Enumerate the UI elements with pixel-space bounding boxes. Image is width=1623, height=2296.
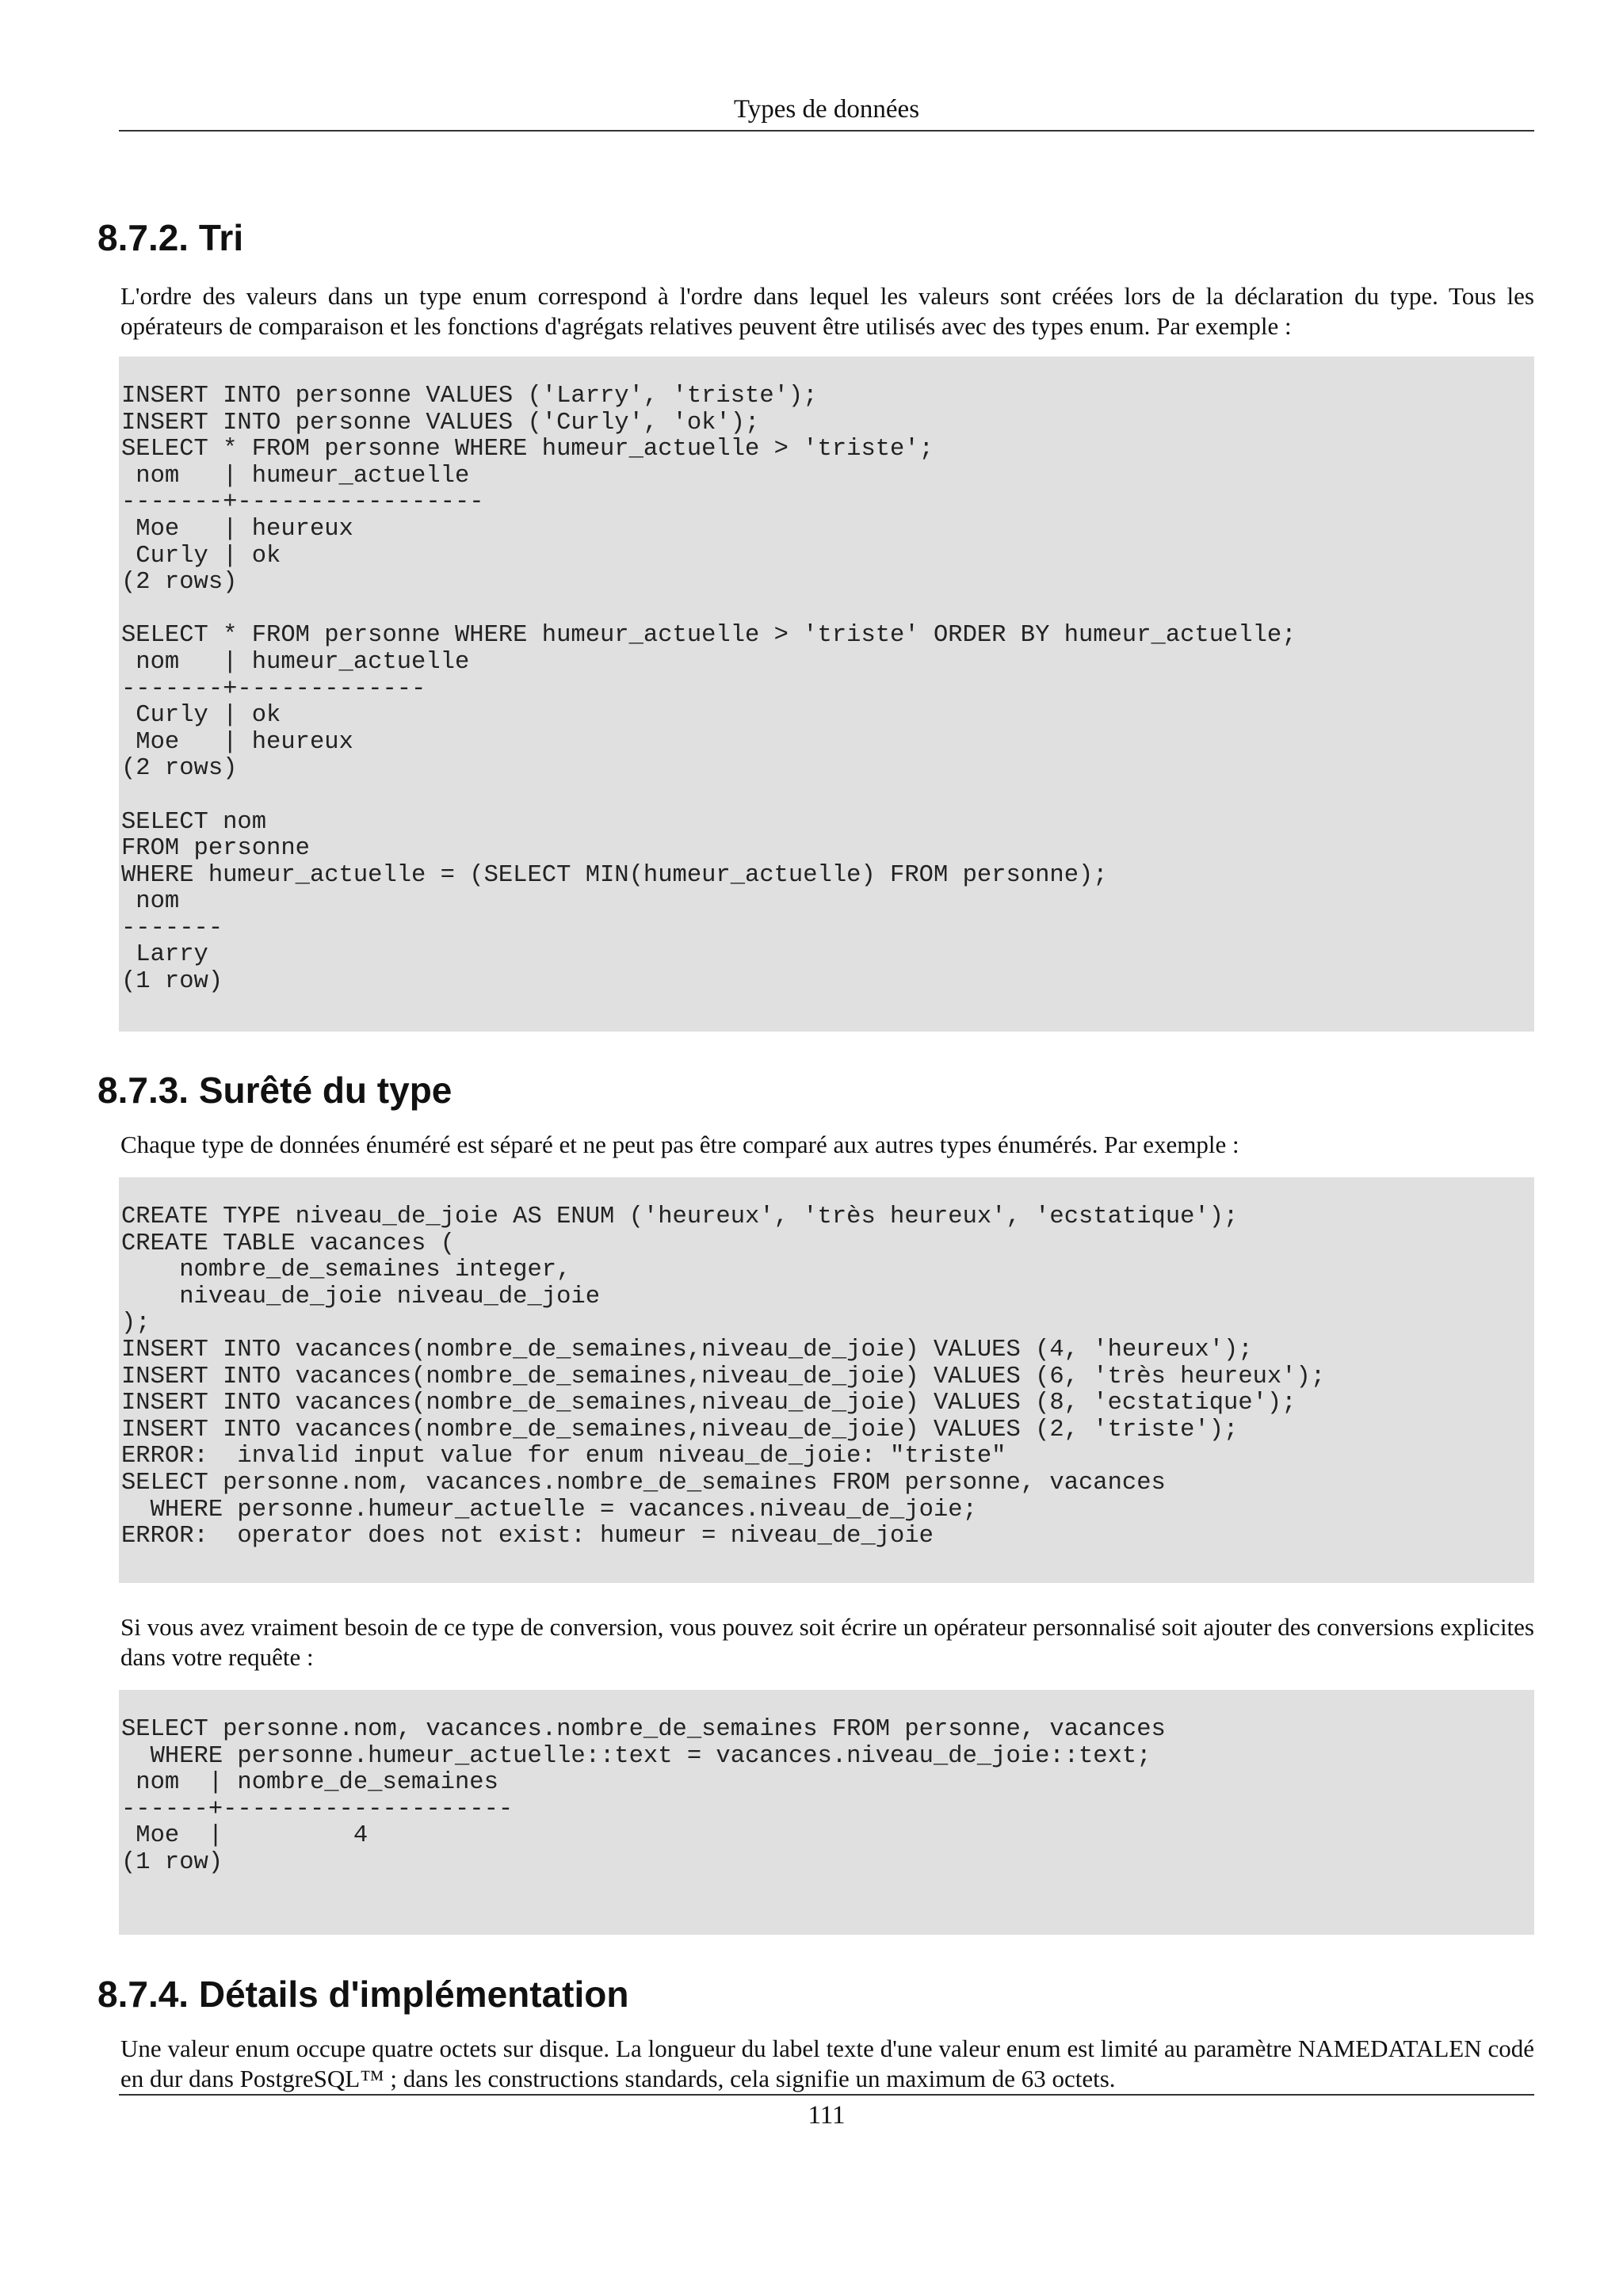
page-number: 111 [119, 2094, 1534, 2134]
surete-followup-paragraph: Si vous avez vraiment besoin de ce type de conversion, vous pouvez soit écrire un opérateur personnalisé soit ajouter des conversions explicites dans votre requête : [120, 1613, 1534, 1671]
surete-intro-paragraph: Chaque type de données énuméré est séparé et ne peut pas être comparé aux autres types énumérés. Par exemple : [120, 1131, 1239, 1158]
section-heading-tri: 8.7.2. Tri [97, 217, 244, 258]
surete-conversion-code: SELECT personne.nom, vacances.nombre_de_semaines FROM personne, vacances WHERE personne.humeur_actuelle::text = vacances.niveau_de_joie::text; nom | nombre_de_semaines ------+-------------------- Moe | 4 (1 row) [119, 1690, 1534, 1935]
section-heading-details: 8.7.4. Détails d'implémentation [97, 1974, 629, 2015]
section-heading-surete: 8.7.3. Surêté du type [97, 1070, 453, 1111]
details-paragraph: Une valeur enum occupe quatre octets sur disque. La longueur du label texte d'une valeur enum est limité au paramètre NAMEDATALEN codé en dur dans PostgreSQL™ ; dans les constructions standards, cela signifie un maximum de 63 octets. [120, 2035, 1534, 2092]
surete-code-example: CREATE TYPE niveau_de_joie AS ENUM ('heureux', 'très heureux', 'ecstatique'); CREATE TABLE vacances ( nombre_de_semaines integer, niveau_de_joie niveau_de_joie ); INSERT INTO vacances(nombre_de_semaines,niveau_de_joie) VALUES (4, 'heureux'); INSERT INTO vacances(nombre_de_semaines,niveau_de_joie) VALUES (6, 'très heureux'); INSERT INTO vacances(nombre_de_semaines,niveau_de_joie) VALUES (8, 'ecstatique'); INSERT INTO vacances(nombre_de_semaines,niveau_de_joie) VALUES (2, 'triste'); ERROR: invalid input value for enum niveau_de_joie: "triste" SELECT personne.nom, vacances.nombre_de_semaines FROM personne, vacances WHERE personne.humeur_actuelle = vacances.niveau_de_joie; ERROR: operator does not exist: humeur = niveau_de_joie [119, 1177, 1534, 1583]
tri-intro-paragraph: L'ordre des valeurs dans un type enum correspond à l'ordre dans lequel les valeurs sont créées lors de la déclaration du type. Tous les opérateurs de comparaison et les fonctions d'agrégats relatives peuvent être utilisés avec des types enum. Par exemple : [120, 282, 1534, 340]
tri-code-example: INSERT INTO personne VALUES ('Larry', 'triste'); INSERT INTO personne VALUES ('Curly', 'ok'); SELECT * FROM personne WHERE humeur_actuelle > 'triste'; nom | humeur_actuelle -------+----------------- Moe | heureux Curly | ok (2 rows) SELECT * FROM personne WHERE humeur_actuelle > 'triste' ORDER BY humeur_actuelle; nom | humeur_actuelle -------+------------- Curly | ok Moe | heureux (2 rows) SELECT nom FROM personne WHERE humeur_actuelle = (SELECT MIN(humeur_actuelle) FROM personne); nom ------- Larry (1 row) [119, 357, 1534, 1032]
running-header: Types de données [119, 93, 1534, 132]
